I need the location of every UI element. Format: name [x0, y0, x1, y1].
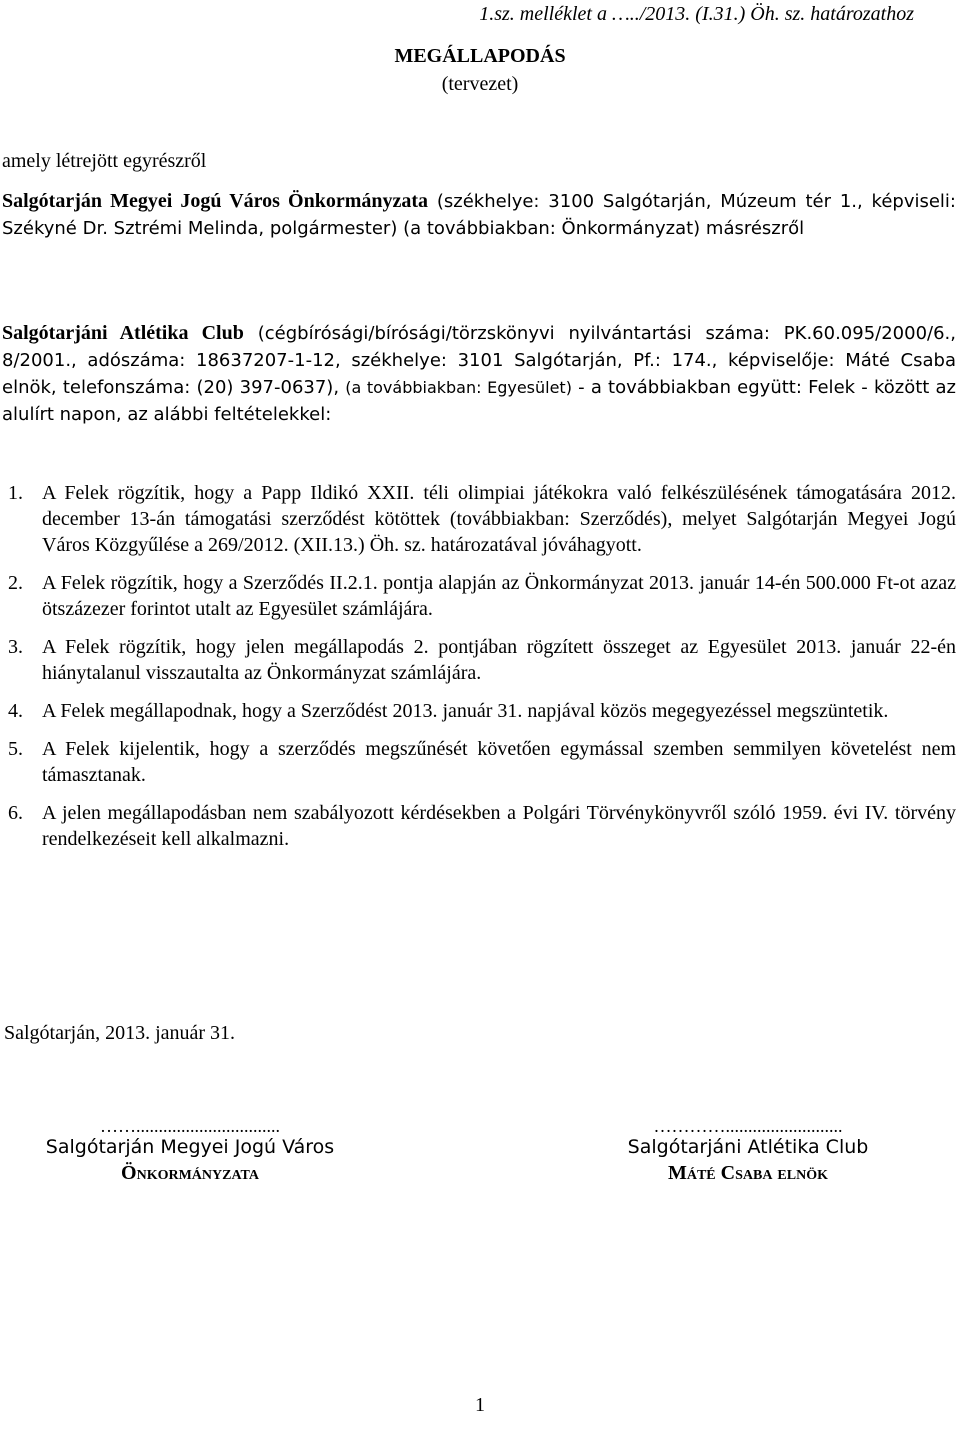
list-item: [8, 480, 956, 558]
item-text: A jelen megállapodásban nem szabályozott kérdésekben a Polgári Törvénykönyvről szóló 1959. évi IV. törvény rendelkezéseit kell alkalmazni.: [42, 802, 956, 850]
party2-details-b: (a továbbiakban: Egyesület): [345, 378, 572, 397]
item-number: 1.: [8, 482, 23, 504]
item-number: 4.: [8, 700, 23, 722]
terms-list: [8, 480, 956, 864]
item-number: 2.: [8, 572, 23, 594]
title-block: [0, 42, 960, 98]
item-text: A Felek megállapodnak, hogy a Szerződést 2013. január 31. napjával közös megegyezéssel megszüntetik.: [42, 700, 889, 722]
item-text: A Felek rögzítik, hogy jelen megállapodás 2. pontjában rögzített összeget az Egyesület 2013. január 22-én hiánytalanul visszautalta az Önkormányzat számlájára.: [42, 636, 956, 684]
item-text: A Felek kijelentik, hogy a szerződés megszűnését követően egymással szemben semmilyen követelést nem támasztanak.: [42, 738, 956, 786]
item-number: 5.: [8, 738, 23, 760]
intro-line: amely létrejött egyrészről: [2, 150, 207, 172]
list-item: [8, 800, 956, 852]
signatory-org: Salgótarján Megyei Jogú Város: [45, 1136, 335, 1158]
list-item: [8, 570, 956, 622]
party1-name: Salgótarján Megyei Jogú Város Önkormányzata: [2, 190, 429, 212]
page-number: 1: [475, 1394, 485, 1416]
signatory-org: Salgótarjáni Atlétika Club: [627, 1136, 869, 1158]
item-text: A Felek rögzítik, hogy a Szerződés II.2.1. pontja alapján az Önkormányzat 2013. január 14-én 500.000 Ft-ot azaz ötszázezer forintot utalt az Egyesület számlájára.: [42, 572, 956, 620]
list-item: [8, 698, 956, 724]
place-date: Salgótarján, 2013. január 31.: [4, 1022, 236, 1044]
party2-details-a: (cégbírósági/bírósági/törzskönyvi nyilvántartási száma: PK.60.095/2000/6., 8/2001., adószáma: 18637207-1-12, székhelye: 3101 Salgótarján, Pf.: 174., képviselője: Máté Csaba elnök, telefonszáma: (20) 397-0637),: [2, 323, 956, 398]
party1-paragraph: [2, 188, 956, 242]
list-item: [8, 736, 956, 788]
list-item: [8, 634, 956, 686]
party2-name: Salgótarjáni Atlétika Club: [2, 322, 244, 344]
signature-line: ……................................: [100, 1116, 280, 1136]
signature-block-left: [20, 1118, 360, 1186]
item-number: 3.: [8, 636, 23, 658]
party2-paragraph: [2, 320, 956, 428]
party1-details: (székhelye: 3100 Salgótarján, Múzeum tér 1., képviseli: Székyné Dr. Sztrémi Melinda, polgármester) (a továbbiakban: Önkormányzat) másrészről: [2, 191, 957, 239]
item-number: 6.: [8, 802, 23, 824]
signature-block-right: [578, 1118, 918, 1186]
party2-details-c: - a továbbiakban együtt: Felek - között az alulírt napon, az alábbi feltételekkel:: [2, 377, 956, 425]
document-subtitle: (tervezet): [441, 73, 519, 95]
document-title: MEGÁLLAPODÁS: [394, 45, 566, 67]
item-text: A Felek rögzítik, hogy a Papp Ildikó XXII. téli olimpiai játékokra való felkészülésének támogatására 2012. december 13-án támogatási szerződést kötöttek (továbbiakban: Szerződés), melyet Salgótarján Megyei Jogú Város Közgyűlése a 269/2012. (XII.13.) Öh. sz. határozatával jóváhagyott.: [42, 482, 956, 556]
header-note: 1.sz. melléklet a …../2013. (I.31.) Öh. sz. határozathoz: [479, 3, 914, 25]
signatory-role: Önkormányzata: [121, 1162, 259, 1184]
signature-line: …………..........................: [653, 1116, 843, 1136]
signatory-role: Máté Csaba elnök: [667, 1162, 829, 1184]
